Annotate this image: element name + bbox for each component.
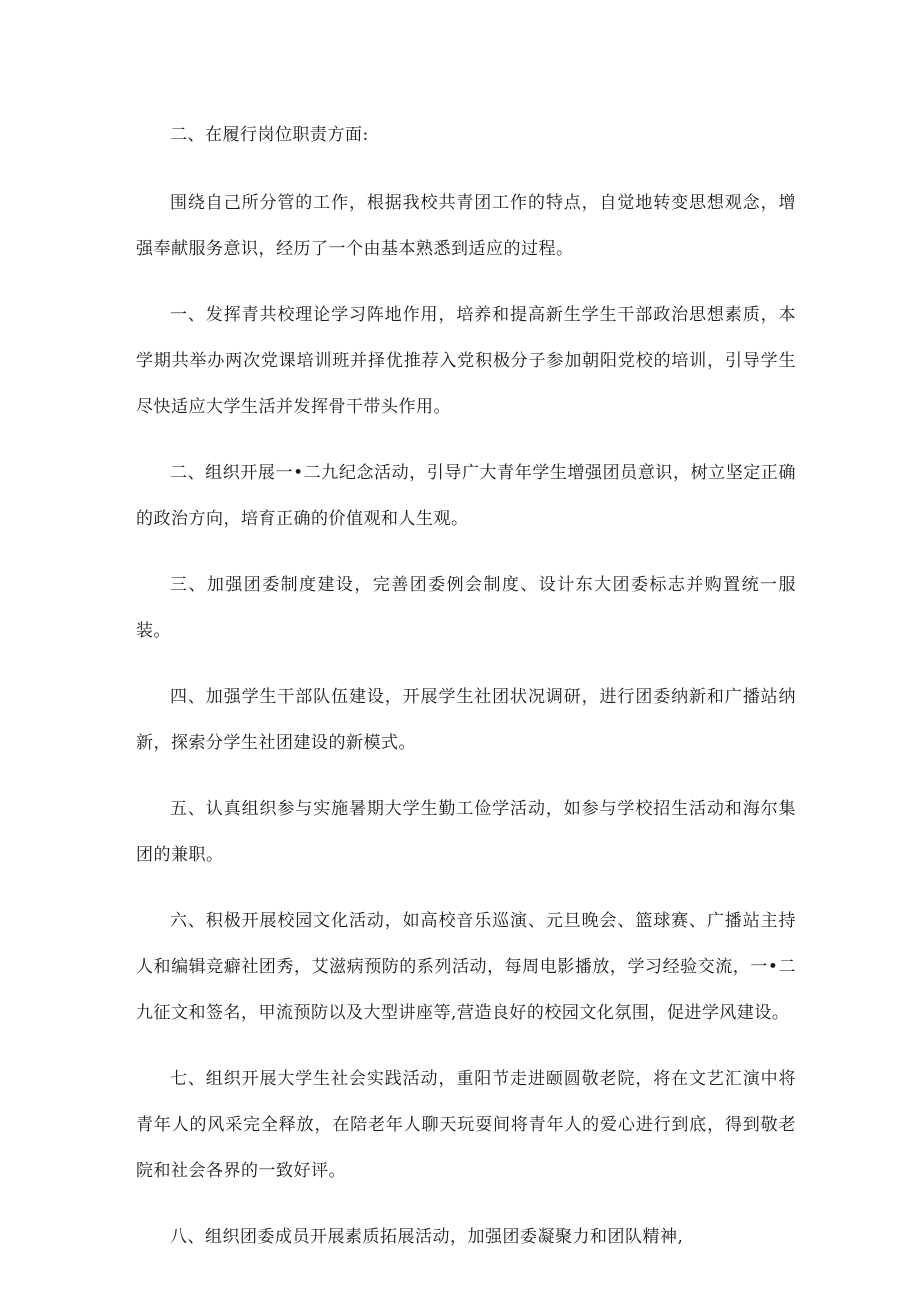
paragraph-item-5: 五、认真组织参与实施暑期大学生勤工俭学活动，如参与学校招生活动和海尔集团的兼职。 [136,799,796,865]
paragraph-item-7: 七、组织开展大学生社会实践活动，重阳节走进颐圆敬老院，将在文艺汇演中将青年人的风采完全释放，在陪老年人聊天玩耍间将青年人的爱心进行到底，得到敬老院和社会各界的一致好评。 [136,1069,796,1181]
paragraph-item-4: 四、加强学生干部队伍建设，开展学生社团状况调研，进行团委纳新和广播站纳新，探索分学生社团建设的新模式。 [136,687,796,753]
paragraph-intro: 围绕自己所分管的工作，根据我校共青团工作的特点，自觉地转变思想观念，增强奉献服务意识，经历了一个由基本熟悉到适应的过程。 [136,193,796,259]
paragraph-item-3: 三、加强团委制度建设，完善团委例会制度、设计东大团委标志并购置统一服装。 [136,575,796,641]
paragraph-item-1: 一、发挥青共校理论学习阵地作用，培养和提高新生学生干部政治思想素质，本学期共举办两次党课培训班并择优推荐入党积极分子参加朝阳党校的培训，引导学生尽快适应大学生活并发挥骨干带头作用。 [136,305,796,417]
paragraph-item-2: 二、组织开展一•二九纪念活动，引导广大青年学生增强团员意识，树立坚定正确的政治方向，培育正确的价值观和人生观。 [136,463,796,529]
paragraph-item-6: 六、积极开展校园文化活动，如高校音乐巡演、元旦晚会、篮球赛、广播站主持人和编辑竞癖社团秀，艾滋病预防的系列活动，每周电影播放，学习经验交流，一•二九征文和签名，甲流预防以及大型讲座等,营造良好的校园文化氛围，促进学风建设。 [136,911,796,1023]
document-body [136,112,796,1280]
paragraph-item-8: 八、组织团委成员开展素质拓展活动，加强团委凝聚力和团队精神, [170,1227,684,1247]
section-heading: 二、在履行岗位职责方面: [170,125,369,145]
